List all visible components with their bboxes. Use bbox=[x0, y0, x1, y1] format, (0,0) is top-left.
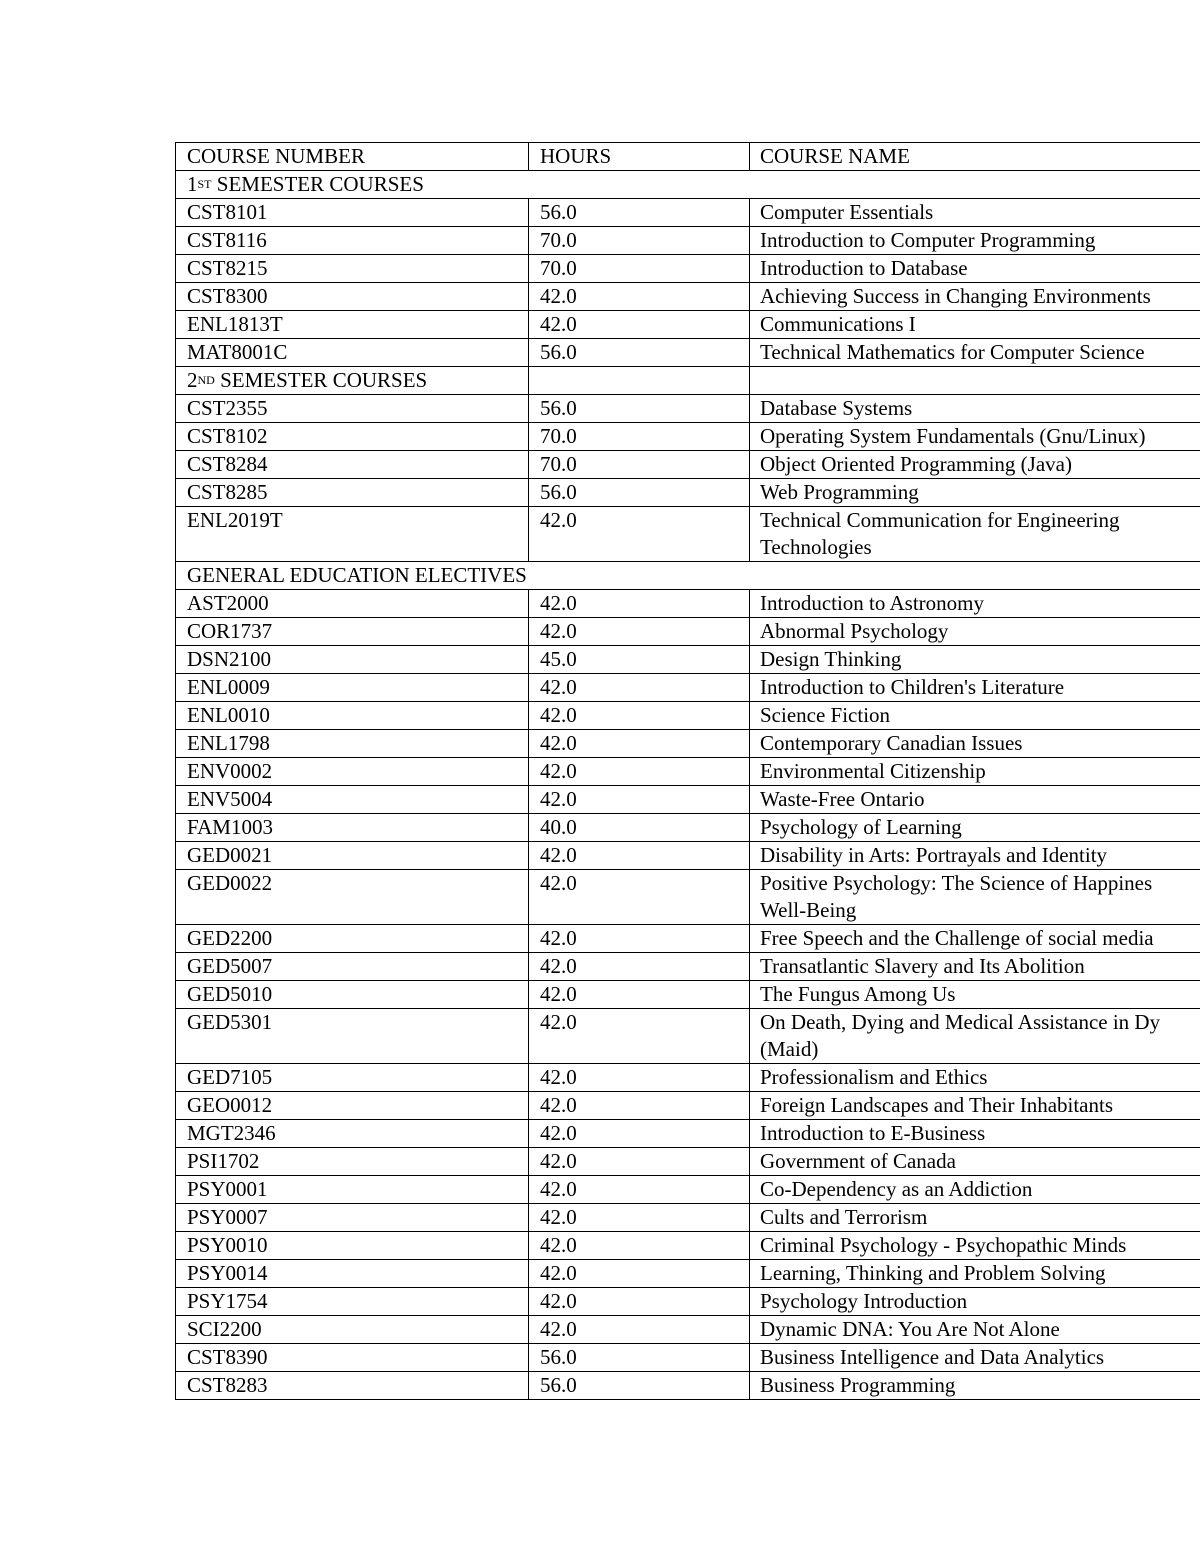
course-name-line: (Maid) bbox=[760, 1037, 819, 1061]
course-code: CST8283 bbox=[176, 1372, 529, 1400]
course-hours: 56.0 bbox=[529, 339, 750, 367]
table-row bbox=[176, 842, 1200, 870]
empty-cell bbox=[750, 367, 1200, 395]
section-heading-sem2 bbox=[176, 367, 529, 395]
table-row bbox=[176, 646, 1200, 674]
course-code: PSY0007 bbox=[176, 1204, 529, 1232]
table-row bbox=[176, 423, 1200, 451]
course-name: Object Oriented Programming (Java) bbox=[750, 451, 1200, 479]
course-code: MGT2346 bbox=[176, 1120, 529, 1148]
course-name-line: Positive Psychology: The Science of Happines bbox=[760, 871, 1153, 895]
course-hours: 56.0 bbox=[529, 479, 750, 507]
course-code: CST8116 bbox=[176, 227, 529, 255]
course-code: PSY0001 bbox=[176, 1176, 529, 1204]
table-row bbox=[176, 925, 1200, 953]
table-row bbox=[176, 227, 1200, 255]
course-code: GED2200 bbox=[176, 925, 529, 953]
course-name: Psychology Introduction bbox=[750, 1288, 1200, 1316]
course-hours: 42.0 bbox=[529, 1092, 750, 1120]
course-code: DSN2100 bbox=[176, 646, 529, 674]
course-hours: 42.0 bbox=[529, 1148, 750, 1176]
course-name: Co-Dependency as an Addiction bbox=[750, 1176, 1200, 1204]
course-code: ENV0002 bbox=[176, 758, 529, 786]
course-hours: 56.0 bbox=[529, 199, 750, 227]
table-row bbox=[176, 1009, 1200, 1064]
course-name: The Fungus Among Us bbox=[750, 981, 1200, 1009]
course-name: Waste-Free Ontario bbox=[750, 786, 1200, 814]
course-name: Disability in Arts: Portrayals and Identity bbox=[750, 842, 1200, 870]
course-name: Free Speech and the Challenge of social media bbox=[750, 925, 1200, 953]
table-row bbox=[176, 395, 1200, 423]
table-row bbox=[176, 1092, 1200, 1120]
course-code: SCI2200 bbox=[176, 1316, 529, 1344]
table-row bbox=[176, 870, 1200, 925]
course-name: Technical Communication for Engineering Technologies bbox=[750, 507, 1200, 562]
course-hours: 42.0 bbox=[529, 1009, 750, 1064]
section-row-gen-ed bbox=[176, 562, 1200, 590]
course-name: Learning, Thinking and Problem Solving bbox=[750, 1260, 1200, 1288]
course-code: CST8284 bbox=[176, 451, 529, 479]
course-hours: 70.0 bbox=[529, 227, 750, 255]
course-hours: 42.0 bbox=[529, 311, 750, 339]
table-row bbox=[176, 590, 1200, 618]
course-hours: 70.0 bbox=[529, 451, 750, 479]
ordinal-suffix: ND bbox=[197, 373, 215, 387]
ordinal-suffix: ST bbox=[197, 177, 212, 191]
course-name: Science Fiction bbox=[750, 702, 1200, 730]
course-name: Introduction to Children's Literature bbox=[750, 674, 1200, 702]
course-code: GED7105 bbox=[176, 1064, 529, 1092]
section-row-sem2 bbox=[176, 367, 1200, 395]
empty-cell bbox=[529, 367, 750, 395]
course-hours: 42.0 bbox=[529, 1176, 750, 1204]
course-name: Achieving Success in Changing Environments bbox=[750, 283, 1200, 311]
course-hours: 42.0 bbox=[529, 1316, 750, 1344]
course-hours: 42.0 bbox=[529, 1232, 750, 1260]
course-hours: 42.0 bbox=[529, 674, 750, 702]
section-label: SEMESTER COURSES bbox=[211, 172, 424, 196]
course-code: GED5301 bbox=[176, 1009, 529, 1064]
course-hours: 42.0 bbox=[529, 758, 750, 786]
course-code: ENV5004 bbox=[176, 786, 529, 814]
table-row bbox=[176, 1316, 1200, 1344]
section-number: 2 bbox=[187, 368, 198, 392]
table-row bbox=[176, 199, 1200, 227]
table-row bbox=[176, 255, 1200, 283]
course-hours: 40.0 bbox=[529, 814, 750, 842]
course-name: Introduction to Astronomy bbox=[750, 590, 1200, 618]
course-hours: 70.0 bbox=[529, 255, 750, 283]
course-name: Foreign Landscapes and Their Inhabitants bbox=[750, 1092, 1200, 1120]
course-hours: 42.0 bbox=[529, 1064, 750, 1092]
course-hours: 42.0 bbox=[529, 590, 750, 618]
course-code: GEO0012 bbox=[176, 1092, 529, 1120]
course-code: GED5007 bbox=[176, 953, 529, 981]
table-row bbox=[176, 283, 1200, 311]
course-name: Database Systems bbox=[750, 395, 1200, 423]
table-row bbox=[176, 1204, 1200, 1232]
course-code: ENL0010 bbox=[176, 702, 529, 730]
course-hours: 42.0 bbox=[529, 1288, 750, 1316]
table-row bbox=[176, 1176, 1200, 1204]
course-code: GED0022 bbox=[176, 870, 529, 925]
section-row-sem1 bbox=[176, 171, 1200, 199]
course-code: ENL1813T bbox=[176, 311, 529, 339]
course-code: PSY1754 bbox=[176, 1288, 529, 1316]
table-row bbox=[176, 1120, 1200, 1148]
course-name: Communications I bbox=[750, 311, 1200, 339]
course-name: Design Thinking bbox=[750, 646, 1200, 674]
table-row bbox=[176, 311, 1200, 339]
course-name: Cults and Terrorism bbox=[750, 1204, 1200, 1232]
header-course-number: COURSE NUMBER bbox=[176, 143, 529, 171]
course-code: ENL1798 bbox=[176, 730, 529, 758]
table-row bbox=[176, 1344, 1200, 1372]
course-code: GED5010 bbox=[176, 981, 529, 1009]
course-hours: 42.0 bbox=[529, 953, 750, 981]
table-row bbox=[176, 1064, 1200, 1092]
course-name: Abnormal Psychology bbox=[750, 618, 1200, 646]
table-row bbox=[176, 339, 1200, 367]
course-name: Professionalism and Ethics bbox=[750, 1064, 1200, 1092]
course-name: Computer Essentials bbox=[750, 199, 1200, 227]
course-hours: 42.0 bbox=[529, 730, 750, 758]
table-row bbox=[176, 507, 1200, 562]
course-code: ENL0009 bbox=[176, 674, 529, 702]
course-name-line: On Death, Dying and Medical Assistance in Dy bbox=[760, 1010, 1161, 1034]
course-code: PSI1702 bbox=[176, 1148, 529, 1176]
course-hours: 42.0 bbox=[529, 786, 750, 814]
course-hours: 42.0 bbox=[529, 1204, 750, 1232]
section-label: SEMESTER COURSES bbox=[214, 368, 428, 392]
course-name: Government of Canada bbox=[750, 1148, 1200, 1176]
table-row bbox=[176, 814, 1200, 842]
course-hours: 45.0 bbox=[529, 646, 750, 674]
course-table bbox=[175, 142, 1200, 1400]
course-code: CST8285 bbox=[176, 479, 529, 507]
header-hours: HOURS bbox=[529, 143, 750, 171]
course-code: CST8390 bbox=[176, 1344, 529, 1372]
course-hours: 42.0 bbox=[529, 842, 750, 870]
table-row bbox=[176, 730, 1200, 758]
course-hours: 56.0 bbox=[529, 1344, 750, 1372]
course-code: CST2355 bbox=[176, 395, 529, 423]
course-code: ENL2019T bbox=[176, 507, 529, 562]
course-hours: 42.0 bbox=[529, 981, 750, 1009]
course-name: Technical Mathematics for Computer Science bbox=[750, 339, 1200, 367]
course-code: PSY0014 bbox=[176, 1260, 529, 1288]
course-name: Business Intelligence and Data Analytics bbox=[750, 1344, 1200, 1372]
course-code: CST8215 bbox=[176, 255, 529, 283]
course-code: COR1737 bbox=[176, 618, 529, 646]
course-name-line: Well-Being bbox=[760, 898, 857, 922]
table-row bbox=[176, 953, 1200, 981]
table-row bbox=[176, 618, 1200, 646]
table-row bbox=[176, 758, 1200, 786]
table-row bbox=[176, 1288, 1200, 1316]
course-name: Introduction to Computer Programming bbox=[750, 227, 1200, 255]
course-hours: 70.0 bbox=[529, 423, 750, 451]
course-hours: 42.0 bbox=[529, 618, 750, 646]
table-row bbox=[176, 479, 1200, 507]
course-name: Environmental Citizenship bbox=[750, 758, 1200, 786]
section-number: 1 bbox=[187, 172, 198, 196]
course-code: MAT8001C bbox=[176, 339, 529, 367]
course-name: Criminal Psychology - Psychopathic Minds bbox=[750, 1232, 1200, 1260]
course-code: CST8300 bbox=[176, 283, 529, 311]
course-hours: 42.0 bbox=[529, 1120, 750, 1148]
course-name: Introduction to E-Business bbox=[750, 1120, 1200, 1148]
course-code: FAM1003 bbox=[176, 814, 529, 842]
course-hours: 56.0 bbox=[529, 395, 750, 423]
course-hours: 42.0 bbox=[529, 1260, 750, 1288]
course-name: Contemporary Canadian Issues bbox=[750, 730, 1200, 758]
table-row bbox=[176, 1232, 1200, 1260]
course-name: Business Programming bbox=[750, 1372, 1200, 1400]
course-hours: 42.0 bbox=[529, 702, 750, 730]
course-name: Transatlantic Slavery and Its Abolition bbox=[750, 953, 1200, 981]
course-name bbox=[750, 870, 1200, 925]
table-row bbox=[176, 702, 1200, 730]
header-course-name: COURSE NAME bbox=[750, 143, 1200, 171]
course-name: Web Programming bbox=[750, 479, 1200, 507]
table-row bbox=[176, 674, 1200, 702]
course-name bbox=[750, 1009, 1200, 1064]
table-row bbox=[176, 1372, 1200, 1400]
table-row bbox=[176, 1148, 1200, 1176]
course-code: CST8102 bbox=[176, 423, 529, 451]
course-hours: 42.0 bbox=[529, 507, 750, 562]
section-heading-gen-ed: GENERAL EDUCATION ELECTIVES bbox=[176, 562, 1200, 590]
course-name: Operating System Fundamentals (Gnu/Linux) bbox=[750, 423, 1200, 451]
section-heading-sem1 bbox=[176, 171, 1200, 199]
course-name: Psychology of Learning bbox=[750, 814, 1200, 842]
course-hours: 42.0 bbox=[529, 870, 750, 925]
course-code: AST2000 bbox=[176, 590, 529, 618]
table-row bbox=[176, 786, 1200, 814]
table-row bbox=[176, 451, 1200, 479]
table-row bbox=[176, 981, 1200, 1009]
course-code: PSY0010 bbox=[176, 1232, 529, 1260]
table-row bbox=[176, 1260, 1200, 1288]
course-hours: 42.0 bbox=[529, 283, 750, 311]
course-name: Introduction to Database bbox=[750, 255, 1200, 283]
course-name: Dynamic DNA: You Are Not Alone bbox=[750, 1316, 1200, 1344]
course-hours: 42.0 bbox=[529, 925, 750, 953]
course-code: GED0021 bbox=[176, 842, 529, 870]
table-header-row bbox=[176, 143, 1200, 171]
course-code: CST8101 bbox=[176, 199, 529, 227]
course-hours: 56.0 bbox=[529, 1372, 750, 1400]
